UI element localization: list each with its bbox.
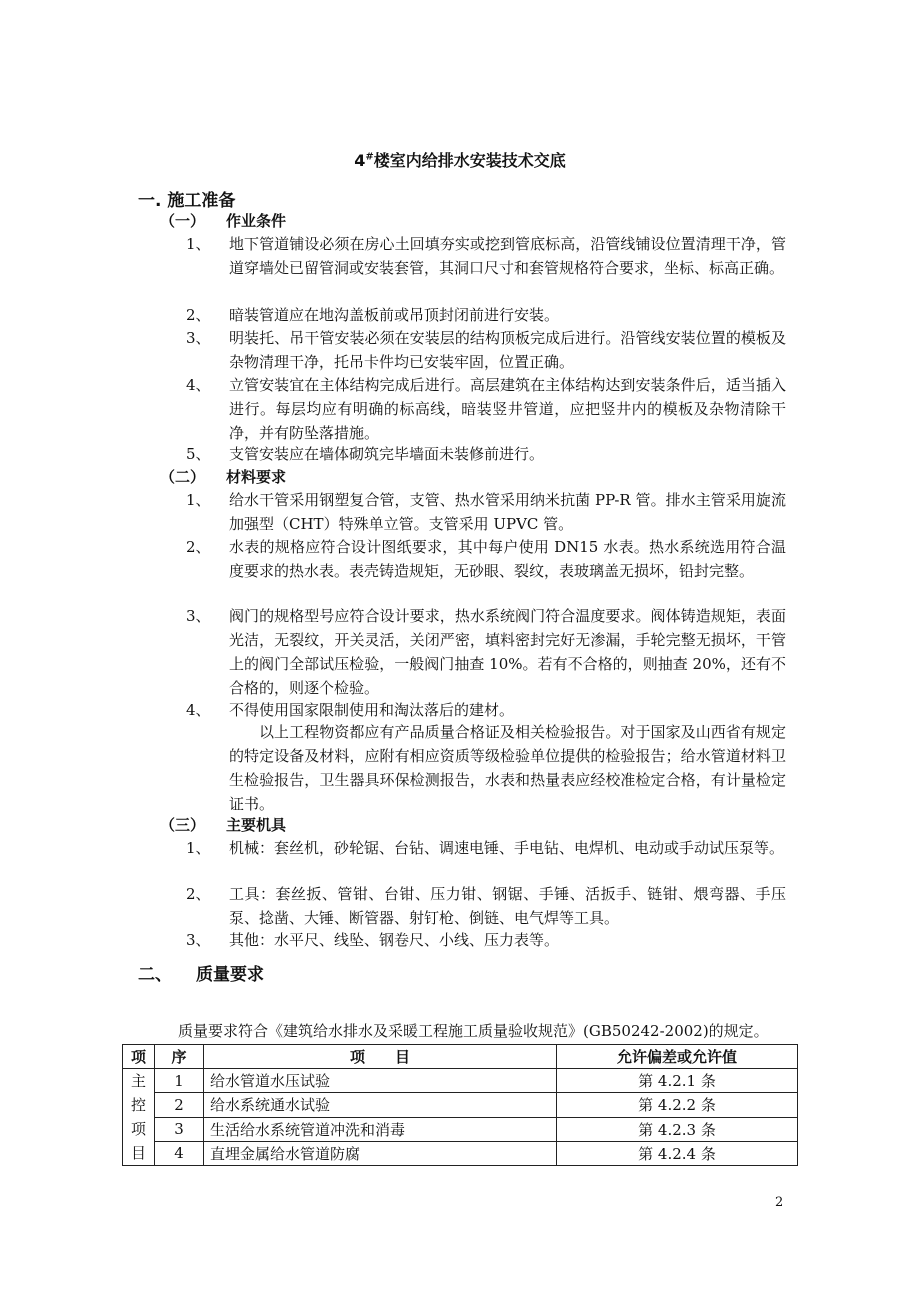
row-item: 给水系统通水试验 — [204, 1093, 557, 1117]
item-num: 3、 — [186, 329, 211, 347]
list-item — [186, 442, 786, 466]
item-text: 阀门的规格型号应符合设计要求，热水系统阀门符合温度要求。阀体铸造规矩，表面光洁，无裂纹，开关灵活，关闭严密，填料密封完好无渗漏，手轮完整无损坏，干管上的阀门全部试压检验，一般阀门抽查 10%。若有不合格的，则抽查 20%，还有不合格的，则逐个检验。 — [229, 607, 786, 697]
table-row — [123, 1069, 798, 1093]
row-no: 1 — [155, 1069, 204, 1093]
header-value: 允许偏差或允许值 — [557, 1045, 798, 1069]
table-row — [123, 1117, 798, 1141]
row-item: 生活给水系统管道冲洗和消毒 — [204, 1117, 557, 1141]
sub2-num: （二） — [160, 468, 206, 486]
list-item — [186, 488, 786, 536]
header-no: 序 — [155, 1045, 204, 1069]
list-item — [186, 232, 786, 280]
row-value: 第 4.2.4 条 — [557, 1141, 798, 1165]
list-item — [186, 604, 786, 700]
list-item — [186, 928, 786, 952]
item-num: 1、 — [186, 839, 211, 857]
item-num: 4、 — [186, 701, 211, 719]
list-item — [186, 326, 786, 374]
item-text: 支管安装应在墙体砌筑完毕墙面未装修前进行。 — [229, 445, 545, 463]
item-text: 立管安装宜在主体结构完成后进行。高层建筑在主体结构达到安装条件后，适当插入进行。每层均应有明确的标高线，暗装竖井管道，应把竖井内的模板及杂物清除干净，并有防坠落措施。 — [229, 376, 786, 442]
item-text: 给水干管采用钢塑复合管，支管、热水管采用纳米抗菌 PP-R 管。排水主管采用旋流加强型（CHT）特殊单立管。支管采用 UPVC 管。 — [229, 491, 786, 533]
item-num: 1、 — [186, 235, 211, 253]
row-no: 2 — [155, 1093, 204, 1117]
title-sup: # — [365, 151, 374, 163]
list-item — [186, 698, 786, 722]
materials-paragraph: 以上工程物资都应有产品质量合格证及相关检验报告。对于国家及山西省有规定的特定设备及材料，应附有相应资质等级检验单位提供的检验报告；给水管道材料卫生检验报告，卫生器具环保检测报告，水表和热量表应经校准检定合格，有计量检定证书。 — [229, 723, 786, 813]
sub1-num: （一） — [160, 212, 206, 230]
item-text: 工具：套丝扳、管钳、台钳、压力钳、钢锯、手锤、活扳手、链钳、煨弯器、手压泵、捻凿、大锤、断管器、射钉枪、倒链、电气焊等工具。 — [229, 885, 786, 927]
list-item — [186, 303, 786, 327]
section2-title: 质量要求 — [196, 965, 264, 985]
item-text: 暗装管道应在地沟盖板前或吊顶封闭前进行安装。 — [229, 306, 560, 324]
title-prefix: 4 — [354, 151, 366, 170]
item-num: 3、 — [186, 931, 211, 949]
item-num: 1、 — [186, 491, 211, 509]
category-cell — [123, 1069, 155, 1166]
table-header-row — [123, 1045, 798, 1069]
row-no: 4 — [155, 1141, 204, 1165]
header-item: 项 目 — [204, 1045, 557, 1069]
row-value: 第 4.2.1 条 — [557, 1069, 798, 1093]
quality-table — [122, 1044, 798, 1166]
row-item: 给水管道水压试验 — [204, 1069, 557, 1093]
row-no: 3 — [155, 1117, 204, 1141]
row-item: 直埋金属给水管道防腐 — [204, 1141, 557, 1165]
item-text: 明装托、吊干管安装必须在安装层的结构顶板完成后进行。沿管线安装位置的模板及杂物清理干净，托吊卡件均已安装牢固，位置正确。 — [229, 329, 786, 371]
title-text: 楼室内给排水安装技术交底 — [373, 151, 566, 170]
header-category: 项 — [123, 1045, 155, 1069]
item-num: 5、 — [186, 445, 211, 463]
document-title — [0, 148, 920, 171]
sub3-label: 主要机具 — [226, 816, 287, 834]
list-item — [186, 535, 786, 583]
quality-intro: 质量要求符合《建筑给水排水及采暖工程施工质量验收规范》(GB50242-2002)的规定。 — [178, 1022, 769, 1040]
list-item — [186, 373, 786, 445]
item-num: 2、 — [186, 538, 211, 556]
sub3-num: （三） — [160, 816, 206, 834]
item-num: 3、 — [186, 607, 211, 625]
list-item — [186, 882, 786, 930]
item-num: 2、 — [186, 885, 211, 903]
row-value: 第 4.2.2 条 — [557, 1093, 798, 1117]
item-text: 地下管道铺设必须在房心土回填夯实或挖到管底标高，沿管线铺设位置清理干净，管道穿墙处已留管洞或安装套管，其洞口尺寸和套管规格符合要求，坐标、标高正确。 — [229, 235, 786, 277]
item-text: 不得使用国家限制使用和淘汰落后的建材。 — [229, 701, 515, 719]
sub2-label: 材料要求 — [226, 468, 287, 486]
item-text: 水表的规格应符合设计图纸要求，其中每户使用 DN15 水表。热水系统选用符合温度要求的热水表。表壳铸造规矩，无砂眼、裂纹，表玻璃盖无损坏，铅封完整。 — [229, 538, 786, 580]
item-text: 其他：水平尺、线坠、钢卷尺、小线、压力表等。 — [229, 931, 560, 949]
section2-num: 二、 — [138, 965, 172, 985]
item-num: 2、 — [186, 306, 211, 324]
item-text: 机械：套丝机，砂轮锯、台钻、调速电锤、手电钻、电焊机、电动或手动试压泵等。 — [229, 839, 785, 857]
sub1-label: 作业条件 — [226, 212, 287, 230]
list-item — [186, 836, 786, 860]
table-row — [123, 1093, 798, 1117]
category-label: 主 控 项 目 — [130, 1072, 146, 1162]
row-value: 第 4.2.3 条 — [557, 1117, 798, 1141]
page-number: 2 — [775, 1195, 784, 1210]
table-row — [123, 1141, 798, 1165]
section1-heading: 一. 施工准备 — [138, 191, 236, 211]
item-num: 4、 — [186, 376, 211, 394]
